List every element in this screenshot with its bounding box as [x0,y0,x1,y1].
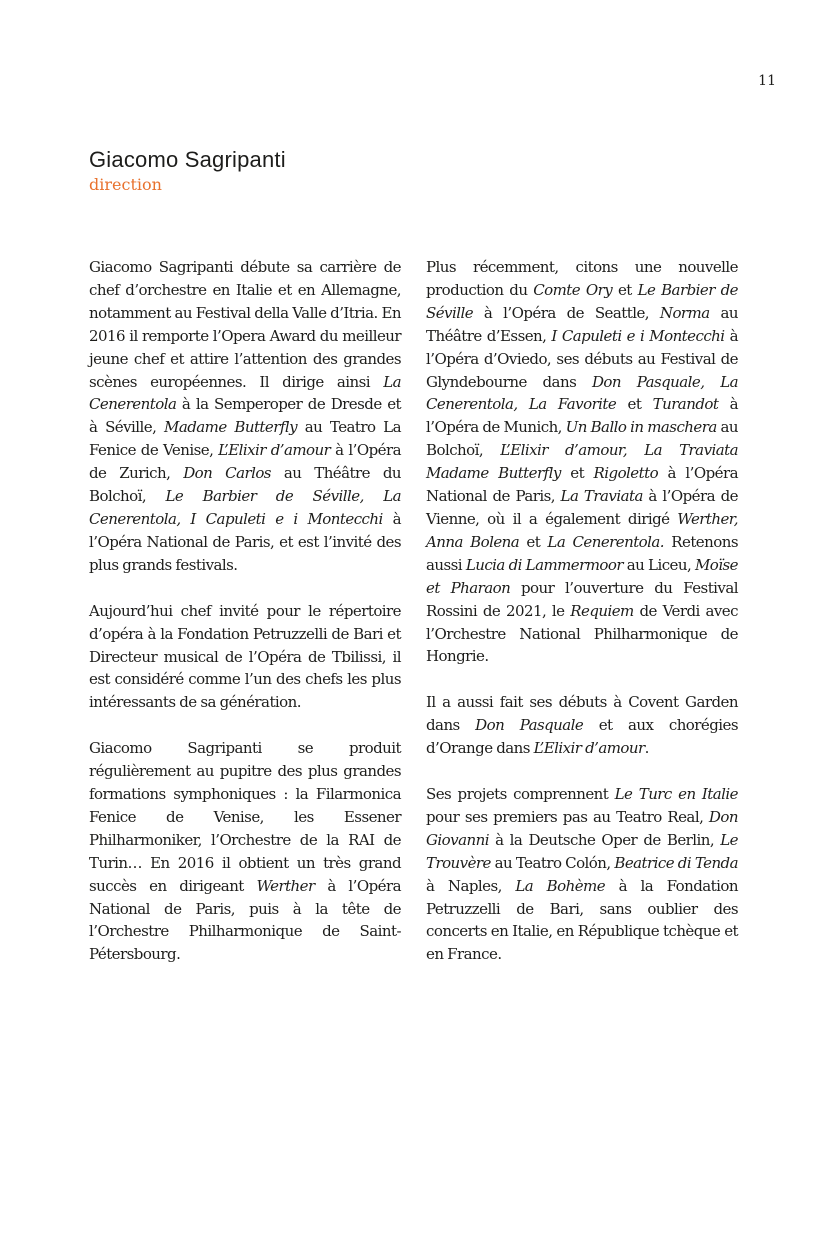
work-title: Werther, Anna Bolena [426,509,738,551]
work-title: La Traviata [560,487,643,506]
bio-header [89,146,286,195]
text-run: à la Semperoper de Dresde et à Séville, [89,395,401,437]
text-run: et [612,280,638,299]
biography-paragraph [89,600,401,715]
text-run: au Teatro Colón, [490,853,615,872]
artist-role: direction [89,175,162,194]
text-run: Ses projets comprennent [426,785,615,804]
work-title: L’Elixir d’amour, La Traviata Madame Butterfly [426,441,739,483]
work-title: Don Pasquale, La Cenerentola, La Favorite [426,372,738,414]
work-title: Comte Ory [533,280,613,299]
text-run: . [644,739,649,758]
biography-paragraph [89,737,401,966]
biography-right-column [426,256,738,966]
text-run: Giacomo Sagripanti débute sa carrière de chef d’orchestre en Italie et en Allemagne, notamment au Festival della Valle d’Itria. En 2016 il remporte l’Opera Award du meilleur jeune chef et attire l’attention des grandes scènes européennes. Il dirige ainsi [89,258,401,391]
text-run: à l’Opéra National de Paris, et est l’invité des plus grands festivals. [89,509,401,574]
text-run: à la Deutsche Oper de Berlin, [488,830,721,849]
text-run: pour ses premiers pas au Teatro Real, [426,807,709,826]
text-run: au Théâtre d’Essen, [426,303,738,345]
work-title: Le Barbier de Séville [426,280,738,322]
work-title: Le Trouvère [426,830,738,872]
text-run: et aux chorégies d’Orange dans [426,716,739,758]
biography-paragraph [426,783,738,966]
work-title: Don Pasquale [475,716,584,735]
text-run: à l’Opéra de Seattle, [473,303,660,322]
work-title: La Bohème [515,876,606,895]
text-run: au Teatro La Fenice de Venise, [89,418,401,460]
text-run: à l’Opéra d’Oviedo, ses débuts au Festival de Glyndebourne dans [426,326,738,391]
artist-name: Giacomo Sagripanti [89,147,286,172]
work-title: Requiem [570,601,634,620]
page-number: 11 [758,73,776,89]
text-run: de Verdi avec l’Orchestre National Philharmonique de Hongrie. [426,601,738,666]
biography-paragraph [89,256,401,577]
work-title: Turandot [652,395,719,414]
work-title: Norma [659,303,710,322]
text-run: Giacomo Sagripanti se produit régulièrement au pupitre des plus grandes formations symphoniques : la Filarmonica Fenice de Venise, les Essener Philharmoniker, l’Orchestre de la RAI de Turin… En 2016 il obtient un très grand succès en dirigeant [89,739,401,895]
work-title: L’Elixir d’amour [533,739,645,758]
text-run: Aujourd’hui chef invité pour le répertoire d’opéra à la Fondation Petruzzelli de Bari et Directeur musical de l’Opéra de Tbilissi, il est considéré comme l’un des chefs les plus intéressants de sa génération. [89,601,401,712]
work-title: L’Elixir d’amour [218,441,331,460]
work-title: Un Ballo in maschera [565,418,717,437]
text-run: et [616,395,653,414]
work-title: Le Turc en Italie [614,785,739,804]
text-run: à l’Opéra de Munich, [426,395,738,437]
text-run: à l’Opéra National de Paris, puis à la tête de l’Orchestre Philharmonique de Saint-Pétersbourg. [89,876,402,964]
biography-left-column [89,256,401,966]
text-run: pour l’ouverture du Festival Rossini de 2021, le [426,578,738,620]
text-run: Plus récemment, citons une nouvelle production du [426,258,738,299]
work-title: Werther [256,876,315,895]
text-run: et [560,464,594,483]
work-title: Lucia di Lammermoor [465,555,624,574]
text-run: à la Fondation Petruzzelli de Bari, sans oublier des concerts en Italie, en République tchèque et en France. [426,876,738,964]
work-title: I Capuleti e i Montecchi [551,326,725,345]
text-run: au Théâtre du Bolchoï, [89,464,401,506]
text-run: à l’Opéra National de Paris, [426,464,739,506]
work-title: Madame Butterfly [164,418,298,437]
work-title: Rigoletto [593,464,659,483]
biography-paragraph [426,256,738,668]
text-run: au Bolchoï, [426,418,738,460]
work-title: Le Barbier de Séville, La Cenerentola, I Capuleti e i Montecchi [89,487,402,528]
work-title: Don Carlos [183,464,271,483]
text-run: à l’Opéra de Vienne, où il a également dirigé [426,487,738,528]
text-run: Il a aussi fait ses débuts à Covent Garden dans [426,693,738,735]
text-run: à l’Opéra de Zurich, [89,441,402,483]
text-run: Retenons aussi [426,532,738,574]
biography-paragraph [426,691,738,760]
work-title: La Cenerentola [89,372,401,414]
text-run: au Liceu, [623,555,695,574]
work-title: Beatrice di Tenda [614,853,739,872]
work-title: Don Giovanni [426,807,738,849]
text-run: à Naples, [426,876,516,895]
work-title: La Cenerentola. [547,532,665,551]
work-title: Moïse et Pharaon [426,555,738,597]
text-run: et [519,532,548,551]
